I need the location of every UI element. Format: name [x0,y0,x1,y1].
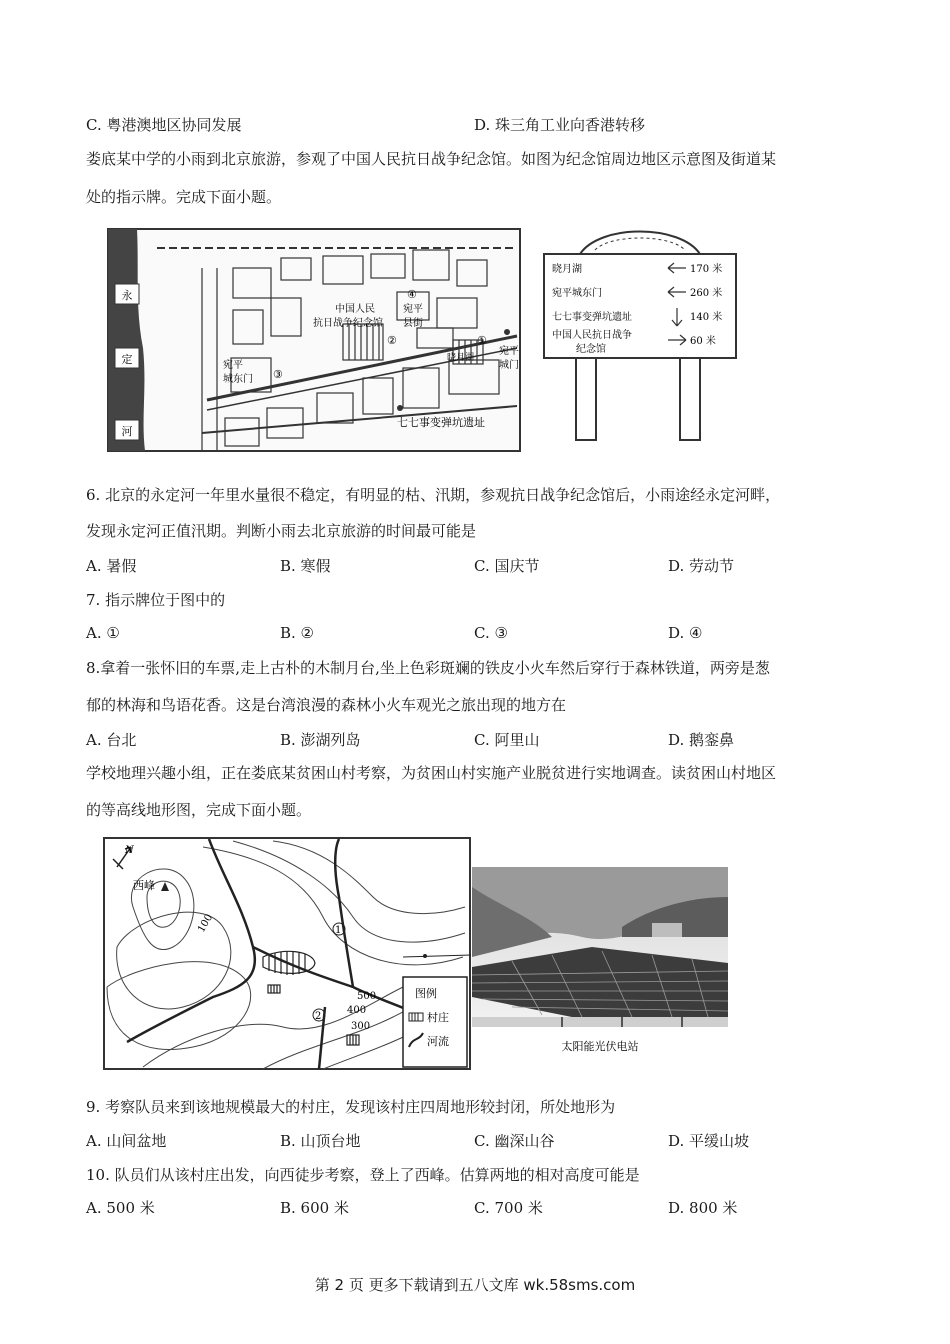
q9-option-b[interactable]: B. 山顶台地 [280,1132,361,1150]
street-label-1: 宛平 [403,304,423,315]
museum-label-2: 抗日战争纪念馆 [313,318,383,329]
legend-title: 图例 [415,987,437,1000]
map2-marker-2: 2 [315,1011,322,1022]
contour-label-300: 300 [351,1021,371,1032]
sign-dist-2: 260 米 [690,288,723,299]
q6-line1: 6. 北京的永定河一年里水量很不稳定，有明显的枯、汛期，参观抗日战争纪念馆后，小雨途经永定河畔， [86,486,781,504]
q8-option-c[interactable]: C. 阿里山 [474,731,540,749]
sign-place-2: 宛平城东门 [552,288,602,299]
q9-option-c[interactable]: C. 幽深山谷 [474,1132,555,1150]
river-char-3: 河 [121,425,133,438]
west-gate-label-1: 宛平 [223,360,243,371]
q10-option-d[interactable]: D. 800 米 [668,1199,738,1217]
map-marker-1: ① [477,334,487,347]
intro2-line1: 学校地理兴趣小组，正在娄底某贫困山村考察，为贫困山村实施产业脱贫进行实地调查。读贫困山村地区 [86,764,777,782]
sign-place-4: 中国人民抗日战争 [552,330,632,341]
sign-place-4b: 纪念馆 [576,344,606,355]
q6-option-b[interactable]: B. 寒假 [280,557,331,575]
museum-label-1: 中国人民 [335,304,375,315]
contour-label-100: 100 [196,912,216,935]
q10-text: 10. 队员们从该村庄出发，向西徒步考察，登上了西峰。估算两地的相对高度可能是 [86,1166,640,1184]
q9-option-a[interactable]: A. 山间盆地 [86,1132,167,1150]
beijing-museum-map [107,228,521,452]
q9-option-d[interactable]: D. 平缓山坡 [668,1132,750,1150]
west-gate-label-2: 城东门 [223,374,253,385]
q9-text: 9. 考察队员来到该地规模最大的村庄，发现该村庄四周地形较封闭，所处地形为 [86,1098,616,1116]
q6-option-c[interactable]: C. 国庆节 [474,557,540,575]
q10-option-b[interactable]: B. 600 米 [280,1199,349,1217]
q8-line2: 郁的林海和鸟语花香。这是台湾浪漫的森林小火车观光之旅出现的地方在 [86,696,567,714]
river-char-2: 定 [121,353,133,366]
peak-label: 西峰 [133,879,155,892]
q6-option-d[interactable]: D. 劳动节 [668,557,735,575]
intro2-line2: 的等高线地形图，完成下面小题。 [86,801,312,819]
intro1-line2: 处的指示牌。完成下面小题。 [86,188,282,206]
north-label: N [125,845,134,856]
q10-option-c[interactable]: C. 700 米 [474,1199,543,1217]
sign-place-3: 七七事变弹坑遗址 [552,312,632,323]
sign-dist-1: 170 米 [690,264,723,275]
gate-label-1: 宛平 [499,346,519,357]
signboard-figure [540,214,740,444]
map2-marker-1: 1 [335,925,342,936]
solar-station-photo [472,867,728,1062]
prev-option-c: C. 粤港澳地区协同发展 [86,116,242,134]
q7-text: 7. 指示牌位于图中的 [86,591,226,609]
map-marker-4: ④ [407,288,417,301]
q8-option-d[interactable]: D. 鹅銮鼻 [668,731,735,749]
legend-village: 村庄 [427,1011,449,1024]
photo-caption: 太阳能光伏电站 [561,1040,639,1053]
q8-line1: 8.拿着一张怀旧的车票,走上古朴的木制月台,坐上色彩斑斓的铁皮小火车然后穿行于森林铁道，两旁是葱 [86,659,770,677]
q8-option-a[interactable]: A. 台北 [86,731,137,749]
page-footer: 第 2 页 更多下载请到五八文库 wk.58sms.com [314,1276,636,1294]
contour-label-500: 500 [357,991,377,1002]
prev-option-d: D. 珠三角工业向香港转移 [474,116,646,134]
q6-line2: 发现永定河正值汛期。判断小雨去北京旅游的时间最可能是 [86,522,477,540]
q7-option-a[interactable]: A. ① [86,624,120,642]
contour-label-400: 400 [347,1005,367,1016]
map-marker-2: ② [387,334,397,347]
q7-option-d[interactable]: D. ④ [668,624,703,642]
sign-dist-4: 60 米 [690,336,716,347]
site-label: 七七事变弹坑遗址 [397,416,485,429]
contour-map [103,837,471,1070]
gate-label-2: 城门 [499,360,519,371]
xiaoyue-label: 晓月湖 [447,353,475,363]
sign-place-1: 晓月湖 [552,264,582,275]
q8-option-b[interactable]: B. 澎湖列岛 [280,731,361,749]
intro1-line1: 娄底某中学的小雨到北京旅游，参观了中国人民抗日战争纪念馆。如图为纪念馆周边地区示意图及街道某 [86,150,777,168]
river-char-1: 永 [121,289,133,302]
sign-dist-3: 140 米 [690,312,723,323]
q7-option-c[interactable]: C. ③ [474,624,508,642]
q10-option-a[interactable]: A. 500 米 [86,1199,155,1217]
street-label-2: 县街 [403,318,423,329]
map-marker-3: ③ [273,368,283,381]
q7-option-b[interactable]: B. ② [280,624,315,642]
legend-river: 河流 [427,1035,449,1048]
q6-option-a[interactable]: A. 暑假 [86,557,137,575]
